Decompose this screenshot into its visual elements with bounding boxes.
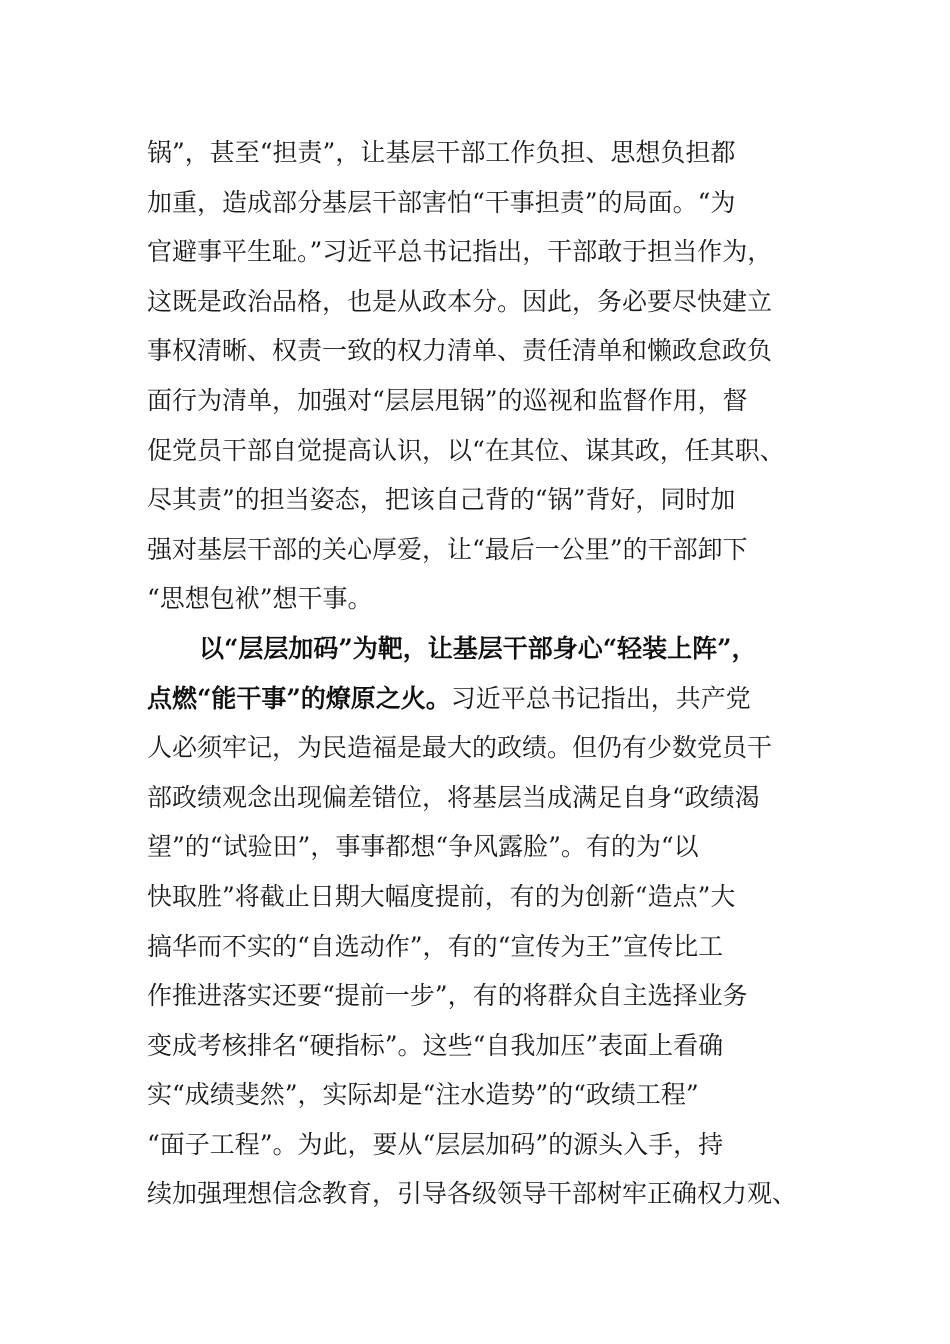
text-line: 实“成绩斐然”，实际却是“注水造势”的“政绩工程”	[147, 1080, 699, 1110]
text-line: 续加强理想信念教育，引导各级领导干部树牢正确权力观、	[147, 1179, 798, 1209]
text-line: 作推进落实还要“提前一步”，有的将群众自主选择业务	[147, 981, 748, 1011]
bold-heading: 以“层层加码”为靶，让基层干部身心“轻装上阵”，	[199, 633, 757, 663]
paragraph-heading-line	[147, 624, 807, 674]
text-line: 人必须牢记，为民造福是最大的政绩。但仍有少数党员干	[147, 733, 773, 763]
paragraph-heading-line	[147, 674, 807, 724]
text-line: “思想包袱”想干事。	[147, 584, 373, 614]
text-line: 促党员干部自觉提高认识，以“在其位、谋其政，任其职、	[147, 435, 785, 465]
text-line: 搞华而不实的“自选动作”，有的“宣传为王”宣传比工	[147, 931, 724, 961]
text-line: 变成考核排名“硬指标”。这些“自我加压”表面上看确	[147, 1030, 724, 1060]
text-line: 加重，造成部分基层干部害怕“干事担责”的局面。“为	[147, 187, 736, 217]
text-line: 事权清晰、权责一致的权力清单、责任清单和懒政怠政负	[147, 336, 773, 366]
text-line: 这既是政治品格，也是从政本分。因此，务必要尽快建立	[147, 286, 773, 316]
text-line: 锅”，甚至“担责”，让基层干部工作负担、思想负担都	[147, 138, 736, 167]
text-line: 强对基层干部的关心厚爱，让“最后一公里”的干部卸下	[147, 534, 748, 564]
body-text	[147, 128, 807, 1219]
text-line: 快取胜”将截止日期大幅度提前，有的为创新“造点”大	[147, 881, 736, 911]
bold-heading: 点燃“能干事”的燎原之火。	[147, 683, 451, 713]
text-line: 尽其责”的担当姿态，把该自己背的“锅”背好，同时加	[147, 485, 736, 515]
text-line: 官避事平生耻。”习近平总书记指出，干部敢于担当作为，	[147, 237, 773, 267]
text-line: “面子工程”。为此，要从“层层加码”的源头入手，持	[147, 1129, 724, 1159]
text-line: 面行为清单，加强对“层层甩锅”的巡视和监督作用，督	[147, 385, 748, 415]
text-line: 望”的“试验田”，事事都想“争风露脸”。有的为“以	[147, 832, 699, 862]
text-line: 部政绩观念出现偏差错位，将基层当成满足自身“政绩渴	[147, 782, 760, 812]
text-run: 习近平总书记指出，共产党	[450, 683, 751, 713]
